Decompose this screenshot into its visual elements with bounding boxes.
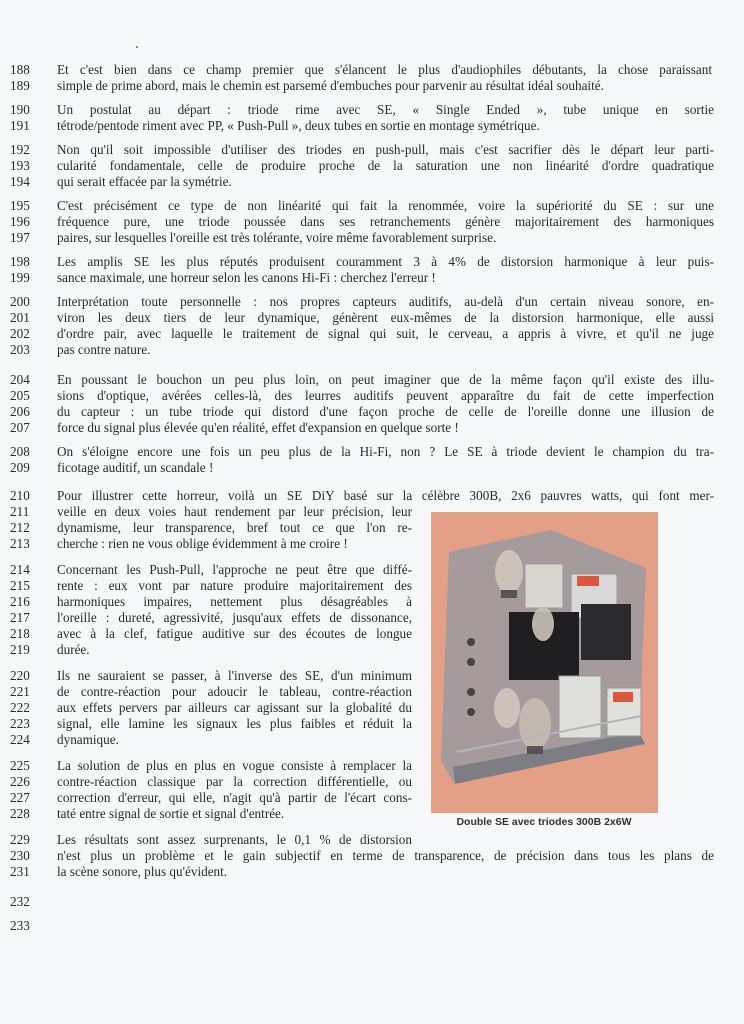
text-line: aux effets pervers par ailleurs car agissant sur la globalité du [57,700,412,715]
line-number: 217 [10,610,30,625]
line-number: 216 [10,594,30,609]
text-line: la scène sonore, plus qu'évident. [57,864,228,879]
line-number: 223 [10,716,30,731]
text-line: harmoniques impaires, nettement plus désagréables à [57,594,412,609]
text-line: viron les deux tiers de leur dynamique, génèrent eux-mêmes de la distorsion harmonique, elle aussi [57,310,714,325]
text-line: C'est précisément ce type de non linéarité qui fait la renommée, voire la supériorité du SE : sur une [57,198,714,213]
text-line: qui serait effacée par la symétrie. [57,174,232,189]
text-line: Concernant les Push-Pull, l'approche ne peut être que diffé- [57,562,412,577]
line-number: 211 [10,504,30,519]
line-number: 198 [10,254,30,269]
line-number: 227 [10,790,30,805]
line-number: 190 [10,102,30,117]
text-line: signal, elle lamine les signaux les plus faibles et réduit la [57,716,412,731]
line-number: 200 [10,294,30,309]
line-number: 199 [10,270,30,285]
text-line: ficotage auditif, un scandale ! [57,460,214,475]
line-number: 222 [10,700,30,715]
text-line: Un postulat au départ : triode rime avec SE, « Single Ended », tube unique en sortie [57,102,714,117]
text-line: sance maximale, une horreur selon les canons Hi-Fi : cherchez l'erreur ! [57,270,436,285]
amplifier-photo [431,512,658,813]
text-line: rente : eux vont par nature produire majoritairement des [57,578,412,593]
line-number: 212 [10,520,30,535]
text-line: correction d'erreur, qui elle, n'agit qu'à partir de l'écart cons- [57,790,412,805]
transformer-label [577,576,599,586]
text-line: cularité fondamentale, celle de produire proche de la saturation une non linéarité d'ordre quadratique [57,158,714,173]
line-number: 189 [10,78,30,93]
line-number: 224 [10,732,30,747]
text-line: contre-réaction classique par la correction différentielle, ou [57,774,412,789]
text-line: Ils ne sauraient se passer, à l'inverse des SE, d'un minimum [57,668,412,683]
line-number: 233 [10,918,30,933]
text-line: n'est plus un problème et le gain subjectif en terme de transparence, de précision dans tous les plans de [57,848,714,863]
text-line: l'oreille : dureté, agressivité, jusqu'aux effets de dissonance, [57,610,412,625]
line-number: 232 [10,894,30,909]
line-number: 206 [10,404,30,419]
line-number: 201 [10,310,30,325]
line-number: 219 [10,642,30,657]
figure-caption: Double SE avec triodes 300B 2x6W [456,816,632,828]
line-number: 218 [10,626,30,641]
text-line: d'ordre pair, avec laquelle le traitement de signal qui suit, le cerveau, a appris à vivre, et qu'il ne juge [57,326,714,341]
text-line: force du signal plus élevée qu'en réalité, effet d'expansion en quelque sorte ! [57,420,459,435]
text-line: avec à la clef, fatigue auditive sur des écoutes de longue [57,626,412,641]
line-number: 205 [10,388,30,403]
text-line: dynamique. [57,732,119,747]
text-line: paires, sur lesquelles l'oreille est très tolérante, voire même favorablement surprise. [57,230,497,245]
line-number: 197 [10,230,30,245]
line-number: 228 [10,806,30,821]
text-line: Et c'est bien dans ce champ premier que s'élancent le plus d'audiophiles débutants, la chose paraissant [57,62,712,77]
line-number: 221 [10,684,30,699]
line-number: 220 [10,668,30,683]
text-line: La solution de plus en plus en vogue consiste à remplacer la [57,758,412,773]
line-number: 208 [10,444,30,459]
line-number: 192 [10,142,30,157]
text-line: durée. [57,642,90,657]
line-number: 203 [10,342,30,357]
text-line: tétrode/pentode riment avec PP, « Push-Pull », deux tubes en sortie en montage symétrique. [57,118,540,133]
text-line: taté entre signal de sortie et signal d'entrée. [57,806,285,821]
line-number: 225 [10,758,30,773]
line-number: 230 [10,848,30,863]
line-number: 226 [10,774,30,789]
line-number: 196 [10,214,30,229]
line-number: 214 [10,562,30,577]
text-line: dynamisme, leur transparence, bref tout ce que l'on re- [57,520,412,535]
text-line: pas contre nature. [57,342,151,357]
line-number: 191 [10,118,30,133]
text-line: simple de prime abord, mais le chemin est parsemé d'embuches pour parvenir au résultat idéal souhaité. [57,78,604,93]
line-number: 207 [10,420,30,435]
text-line: Pour illustrer cette horreur, voilà un SE DiY basé sur la célèbre 300B, 2x6 pauvres watts, qui font mer- [57,488,714,503]
line-number: 193 [10,158,30,173]
text-line: Interprétation toute personnelle : nos propres capteurs auditifs, au-delà d'un certain niveau sonore, en- [57,294,714,309]
line-number: 188 [10,62,30,77]
text-line: de contre-réaction pour adoucir le tableau, contre-réaction [57,684,412,699]
text-line: sions d'optique, avérées celles-là, des leurres auditifs peuvent apparaître du fait de cette imperfection [57,388,714,403]
tube-upper [495,550,523,594]
line-number: 202 [10,326,30,341]
text-line: du capteur : un tube triode qui distord d'une façon proche de celle de l'oreille donne une illusion de [57,404,714,419]
line-number: 229 [10,832,30,847]
line-number: 209 [10,460,30,475]
text-line: cherche : rien ne vous oblige évidemment à me croire ! [57,536,348,551]
line-number: 215 [10,578,30,593]
text-line: On s'éloigne encore une fois un peu plus de la Hi-Fi, non ? Le SE à triode devient le champion du tra- [57,444,714,459]
line-number: 213 [10,536,30,551]
line-number: 231 [10,864,30,879]
text-line: veille en deux voies haut rendement par leur précision, leur [57,504,412,519]
text-line: fréquence pure, une triode poussée dans ses retranchements génère majoritairement des harmoniques [57,214,714,229]
text-line: Les amplis SE les plus réputés produisent couramment 3 à 4% de distorsion harmonique à leur puis- [57,254,714,269]
amplifier-photo-icon [431,512,658,813]
text-line: Les résultats sont assez surprenants, le 0,1 % de distorsion [57,832,412,847]
line-number: 204 [10,372,30,387]
line-number: 195 [10,198,30,213]
scan-speck [136,46,138,48]
text-line: Non qu'il soit impossible d'utiliser des triodes en push-pull, mais c'est sacrifier dès le départ leur parti- [57,142,714,157]
text-line: En poussant le bouchon un peu plus loin, on peut imaginer que de la même façon qu'il existe des illu- [57,372,714,387]
line-number: 194 [10,174,30,189]
line-number: 210 [10,488,30,503]
